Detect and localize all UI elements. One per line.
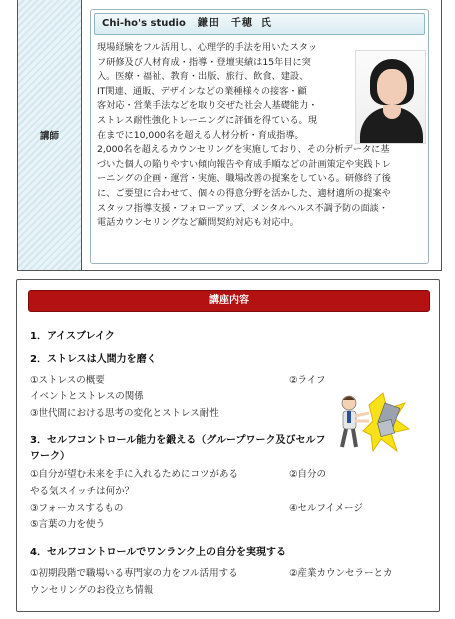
bio-line: フ研修及び人材育成・指導・登壇実績は15年目に突	[97, 56, 311, 68]
course-item: ②自分の	[289, 469, 327, 480]
profile-box	[90, 9, 429, 264]
profile-header	[94, 13, 425, 35]
section-heading-2: 2．ストレスは人間力を磨く	[30, 354, 157, 365]
instructor-label-cell	[18, 0, 82, 270]
course-item: ⑤言葉の力を使う	[30, 519, 106, 530]
course-item: ④セルフイメージ	[289, 503, 363, 514]
instructor-table	[17, 0, 442, 271]
instructor-bio	[97, 41, 425, 231]
course-item: ①初期段階で職場いる専門家の力をフル活用する	[30, 568, 238, 579]
bio-line: ストレス耐性強化トレーニングに評価を得ている。現	[97, 114, 318, 126]
section-heading-3: 3．セルフコントロール能力を鍛える（グループワーク及びセルフ	[30, 435, 326, 446]
bio-line: ーニングの企画・運営・実施、職場改善の提案をしている。研修終了後	[97, 173, 391, 185]
course-content-box	[16, 279, 440, 612]
bio-line: 入。医療・福祉、教育・出版、旅行、飲食、建設、	[97, 71, 309, 83]
bio-line: 電話カウンセリングなど顧問契約対応も対応中。	[97, 217, 299, 229]
course-item: ウンセリングのお役立ち情報	[30, 585, 154, 596]
bio-line: に、ご要望に合わせて、個々の得意分野を活かした、適材適所の提案や	[97, 187, 391, 199]
bio-line: 2,000名を超えるカウンセリングを実施しており、その分析データに基	[97, 144, 390, 156]
bio-line: スタッフ指導支援・フォローアップ、メンタルヘルス不調予防の面談・	[97, 202, 389, 214]
instructor-label: 講師	[39, 131, 59, 142]
bio-line: 在までに10,000名を超える人材分析・育成指導。	[97, 129, 304, 141]
course-title-bar: 講座内容	[28, 290, 430, 312]
bio-line: 現場経験をフル活用し、心理学的手法を用いたスタッ	[97, 42, 318, 53]
course-item: ②ライフ	[289, 375, 326, 386]
bio-line: 客対応・営業手法などを取り交ぜた社会人基礎能力・	[97, 100, 318, 112]
section-heading-1: 1．アイスブレイク	[30, 331, 115, 342]
bio-line: づいた個人の陥りやすい傾向報告や育成手順などの計画策定や実践トレ	[97, 158, 391, 170]
stress-illustration-icon	[335, 391, 410, 453]
bio-line: IT関連、通販、デザインなどの業種様々の接客・顧	[97, 85, 307, 97]
course-item: ③フォーカスするもの	[30, 503, 124, 514]
course-item: ①自分が望む未来を手に入れるためにコツがある	[30, 469, 239, 480]
course-item: ③世代間における思考の変化とストレス耐性	[30, 408, 219, 419]
course-item: イベントとストレスの関係	[30, 391, 144, 402]
honorific: 氏	[260, 18, 271, 29]
instructor-content-cell	[82, 0, 441, 270]
course-item: やる気スイッチは何か？	[30, 486, 135, 497]
course-item: ①ストレスの概要	[30, 375, 105, 386]
studio-name: Chi-ho's studio	[102, 18, 186, 29]
section-heading-4: 4．セルフコントロールでワンランク上の自分を実現する	[30, 547, 287, 558]
instructor-name: 鎌田 千穂	[197, 18, 253, 29]
section-heading-3-cont: ワーク）	[30, 451, 70, 462]
course-item: ②産業カウンセラーとカ	[289, 568, 393, 579]
